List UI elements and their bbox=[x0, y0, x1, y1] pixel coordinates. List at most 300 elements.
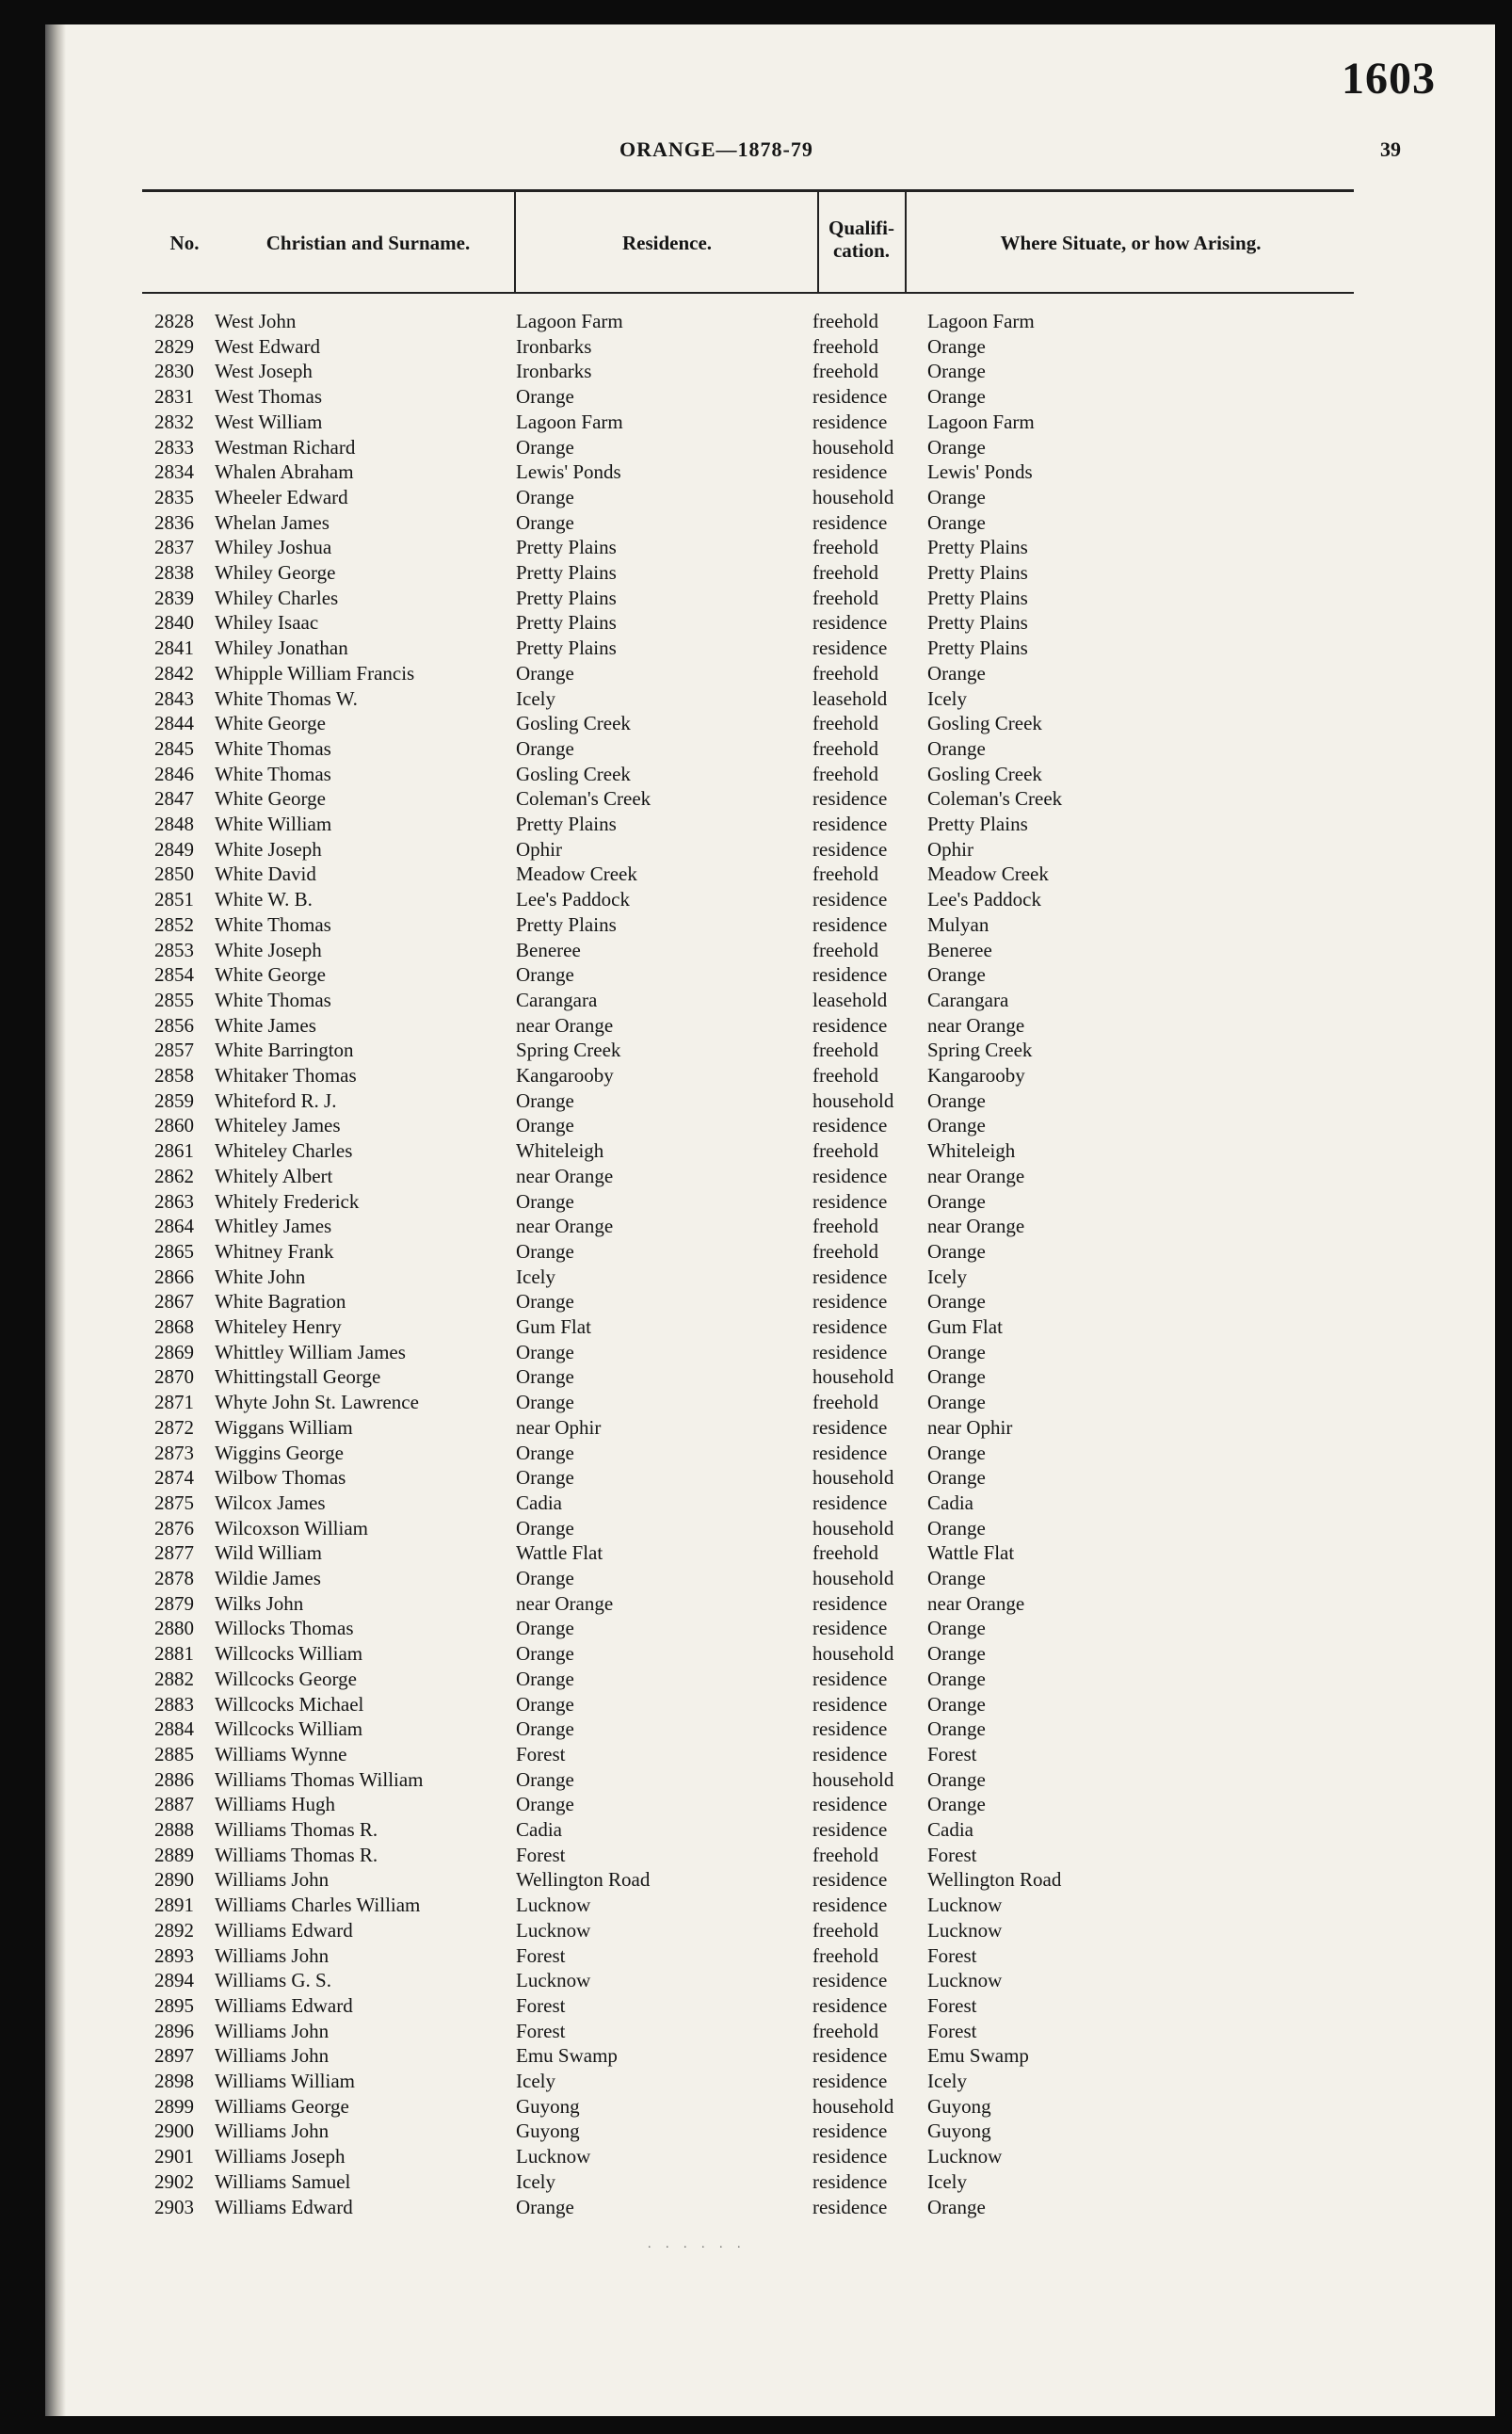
where-situate: Pretty Plains bbox=[927, 536, 1028, 559]
residence: Orange bbox=[516, 1717, 574, 1741]
qualification: residence bbox=[812, 2195, 888, 2218]
residence: near Orange bbox=[516, 1164, 614, 1187]
entry-number: 2830 bbox=[154, 360, 194, 383]
voter-name: Williams Thomas William bbox=[215, 1767, 424, 1791]
entry-number: 2879 bbox=[154, 1591, 194, 1615]
residence: Lagoon Farm bbox=[516, 310, 623, 332]
table-row bbox=[45, 636, 1495, 660]
voter-name: Williams Samuel bbox=[215, 2169, 351, 2193]
where-situate: Orange bbox=[927, 1617, 986, 1640]
voter-name: Willcocks Michael bbox=[215, 1692, 364, 1716]
voter-name: Whiley Charles bbox=[215, 586, 339, 609]
voter-name: Williams Joseph bbox=[215, 2145, 346, 2168]
qualification: freehold bbox=[812, 1843, 878, 1866]
where-situate: Forest bbox=[927, 1843, 977, 1866]
where-situate: Icely bbox=[927, 2169, 967, 2193]
where-situate: Lucknow bbox=[927, 1969, 1003, 1992]
voter-name: Whiley Isaac bbox=[215, 611, 319, 635]
table-row bbox=[45, 309, 1495, 333]
qualification: freehold bbox=[812, 1918, 878, 1942]
table-row bbox=[45, 1566, 1495, 1590]
voter-name: White Thomas bbox=[215, 988, 331, 1011]
qualification: residence bbox=[812, 963, 888, 987]
header-residence: Residence. bbox=[621, 232, 713, 254]
where-situate: Cadia bbox=[927, 1491, 973, 1514]
entry-number: 2871 bbox=[154, 1391, 194, 1414]
qualification: household bbox=[812, 1516, 894, 1539]
qualification: residence bbox=[812, 2070, 888, 2092]
residence: Ophir bbox=[516, 837, 562, 861]
residence: Orange bbox=[516, 1642, 574, 1666]
entry-number: 2865 bbox=[154, 1239, 194, 1263]
where-situate: near Orange bbox=[927, 1164, 1025, 1187]
voter-name: White Joseph bbox=[215, 837, 322, 861]
residence: Orange bbox=[516, 1516, 574, 1539]
voter-name: Westman Richard bbox=[215, 435, 356, 459]
entry-number: 2902 bbox=[154, 2169, 194, 2193]
table-row bbox=[45, 1013, 1495, 1038]
table-row bbox=[45, 1164, 1495, 1188]
residence: Lee's Paddock bbox=[516, 888, 630, 911]
residence: Orange bbox=[516, 1239, 574, 1263]
where-situate: Whiteleigh bbox=[927, 1139, 1016, 1163]
qualification: residence bbox=[812, 385, 888, 409]
residence: Lucknow bbox=[516, 1969, 591, 1992]
where-situate: Orange bbox=[927, 661, 986, 685]
entry-number: 2889 bbox=[154, 1843, 194, 1866]
residence: Icely bbox=[516, 686, 555, 710]
entry-number: 2840 bbox=[154, 611, 194, 635]
entry-number: 2877 bbox=[154, 1541, 194, 1565]
residence: Pretty Plains bbox=[516, 611, 617, 635]
folio-number: 39 bbox=[1380, 137, 1401, 161]
where-situate: Orange bbox=[927, 1365, 986, 1389]
table-row bbox=[45, 1943, 1495, 1968]
table-row bbox=[45, 1314, 1495, 1339]
entry-number: 2888 bbox=[154, 1818, 194, 1841]
where-situate: Forest bbox=[927, 2019, 977, 2042]
qualification: freehold bbox=[812, 2019, 878, 2042]
voter-name: Williams Charles William bbox=[215, 1894, 421, 1917]
residence: Coleman's Creek bbox=[516, 787, 651, 811]
entry-number: 2882 bbox=[154, 1667, 194, 1690]
voter-name: West John bbox=[215, 310, 297, 332]
voter-name: Whitely Frederick bbox=[215, 1189, 360, 1213]
qualification: freehold bbox=[812, 862, 878, 886]
table-row bbox=[45, 1441, 1495, 1465]
table-row bbox=[45, 1516, 1495, 1540]
entry-number: 2856 bbox=[154, 1013, 194, 1037]
where-situate: Orange bbox=[927, 1767, 986, 1791]
where-situate: Mulyan bbox=[927, 912, 989, 936]
table-row bbox=[45, 2069, 1495, 2093]
residence: Cadia bbox=[516, 1818, 562, 1841]
table-row bbox=[45, 962, 1495, 987]
where-situate: Lee's Paddock bbox=[927, 888, 1041, 911]
where-situate: Orange bbox=[927, 1516, 986, 1539]
voter-name: Whitley James bbox=[215, 1215, 332, 1238]
voter-name: Williams George bbox=[215, 2094, 349, 2118]
where-situate: Cadia bbox=[927, 1818, 973, 1841]
voter-name: Whitaker Thomas bbox=[215, 1064, 357, 1087]
where-situate: Orange bbox=[927, 1717, 986, 1741]
where-situate: Orange bbox=[927, 435, 986, 459]
entry-number: 2873 bbox=[154, 1441, 194, 1464]
table-row bbox=[45, 1867, 1495, 1892]
qualification: residence bbox=[812, 912, 888, 936]
voter-name: Whittingstall George bbox=[215, 1365, 381, 1389]
table-row bbox=[45, 862, 1495, 886]
qualification: freehold bbox=[812, 661, 878, 685]
where-situate: near Ophir bbox=[927, 1415, 1013, 1439]
entry-number: 2868 bbox=[154, 1315, 194, 1338]
qualification: freehold bbox=[812, 536, 878, 559]
entry-number: 2881 bbox=[154, 1642, 194, 1666]
table-row bbox=[45, 535, 1495, 559]
voter-name: White William bbox=[215, 813, 332, 835]
table-row bbox=[45, 938, 1495, 962]
entry-number: 2898 bbox=[154, 2070, 194, 2092]
residence: Orange bbox=[516, 661, 574, 685]
table-row bbox=[45, 912, 1495, 937]
qualification: residence bbox=[812, 2145, 888, 2168]
qualification: freehold bbox=[812, 1541, 878, 1565]
voter-name: West William bbox=[215, 410, 323, 433]
qualification: household bbox=[812, 1466, 894, 1490]
qualification: household bbox=[812, 485, 894, 508]
qualification: household bbox=[812, 1365, 894, 1389]
qualification: residence bbox=[812, 2169, 888, 2193]
entry-number: 2894 bbox=[154, 1969, 194, 1992]
qualification: residence bbox=[812, 2120, 888, 2143]
where-situate: Forest bbox=[927, 1742, 977, 1765]
voter-name: Williams John bbox=[215, 1943, 330, 1967]
qualification: residence bbox=[812, 1315, 888, 1338]
running-head: ORANGE—1878-79 bbox=[619, 137, 813, 161]
column-divider bbox=[817, 192, 819, 292]
where-situate: Orange bbox=[927, 2195, 986, 2218]
qualification: residence bbox=[812, 1290, 888, 1314]
where-situate: Orange bbox=[927, 1290, 986, 1314]
where-situate: Lucknow bbox=[927, 1894, 1003, 1917]
voter-name: Williams William bbox=[215, 2070, 355, 2092]
table-row bbox=[45, 1189, 1495, 1214]
table-row bbox=[45, 661, 1495, 685]
entry-number: 2844 bbox=[154, 712, 194, 735]
voter-name: Willcocks William bbox=[215, 1717, 363, 1741]
qualification: freehold bbox=[812, 762, 878, 785]
entry-number: 2846 bbox=[154, 762, 194, 785]
residence: Emu Swamp bbox=[516, 2044, 618, 2068]
where-situate: near Orange bbox=[927, 1013, 1025, 1037]
residence: Orange bbox=[516, 1441, 574, 1464]
entry-number: 2859 bbox=[154, 1088, 194, 1112]
voter-name: White Thomas bbox=[215, 736, 331, 760]
table-row bbox=[45, 1239, 1495, 1264]
residence: Wellington Road bbox=[516, 1868, 651, 1892]
entry-number: 2848 bbox=[154, 813, 194, 835]
voter-name: White George bbox=[215, 787, 326, 811]
where-situate: Icely bbox=[927, 2070, 967, 2092]
qualification: residence bbox=[812, 1265, 888, 1288]
where-situate: Forest bbox=[927, 1943, 977, 1967]
entry-number: 2884 bbox=[154, 1717, 194, 1741]
qualification: residence bbox=[812, 1868, 888, 1892]
voter-name: Williams Edward bbox=[215, 1993, 353, 2017]
table-header bbox=[142, 189, 1354, 294]
table-row bbox=[45, 2019, 1495, 2043]
voter-name: Williams John bbox=[215, 1868, 330, 1892]
where-situate: Coleman's Creek bbox=[927, 787, 1063, 811]
entry-number: 2887 bbox=[154, 1793, 194, 1816]
qualification: residence bbox=[812, 410, 888, 433]
table-row bbox=[45, 459, 1495, 484]
qualification: household bbox=[812, 1567, 894, 1589]
qualification: residence bbox=[812, 1692, 888, 1716]
qualification: residence bbox=[812, 1164, 888, 1187]
entry-number: 2845 bbox=[154, 736, 194, 760]
where-situate: Lucknow bbox=[927, 1918, 1003, 1942]
voter-name: Whipple William Francis bbox=[215, 661, 415, 685]
residence: Orange bbox=[516, 510, 574, 534]
qualification: leasehold bbox=[812, 686, 888, 710]
qualification: residence bbox=[812, 1415, 888, 1439]
residence: Lewis' Ponds bbox=[516, 460, 621, 484]
table-row bbox=[45, 2144, 1495, 2168]
qualification: residence bbox=[812, 1340, 888, 1363]
residence: Gosling Creek bbox=[516, 762, 631, 785]
residence: Lucknow bbox=[516, 1918, 591, 1942]
table-row bbox=[45, 1415, 1495, 1440]
entry-number: 2866 bbox=[154, 1265, 194, 1288]
footer-marks: . . . . . . bbox=[648, 2237, 747, 2251]
table-row bbox=[45, 2195, 1495, 2219]
voter-name: West Edward bbox=[215, 334, 321, 358]
voter-name: Wilbow Thomas bbox=[215, 1466, 346, 1490]
residence: Pretty Plains bbox=[516, 912, 617, 936]
voter-name: White Thomas bbox=[215, 912, 331, 936]
voter-name: Wilks John bbox=[215, 1591, 304, 1615]
residence: Orange bbox=[516, 736, 574, 760]
where-situate: Beneree bbox=[927, 938, 992, 961]
where-situate: Ophir bbox=[927, 837, 973, 861]
voter-name: White Bagration bbox=[215, 1290, 346, 1314]
voter-name: White Joseph bbox=[215, 938, 322, 961]
where-situate: Orange bbox=[927, 963, 986, 987]
table-row bbox=[45, 610, 1495, 635]
voter-name: Whiley George bbox=[215, 561, 336, 584]
voter-name: White David bbox=[215, 862, 316, 886]
residence: near Ophir bbox=[516, 1415, 602, 1439]
table-row bbox=[45, 1918, 1495, 1942]
table-row bbox=[45, 359, 1495, 383]
residence: Wattle Flat bbox=[516, 1541, 603, 1565]
entry-number: 2834 bbox=[154, 460, 194, 484]
where-situate: Orange bbox=[927, 485, 986, 508]
qualification: freehold bbox=[812, 1064, 878, 1087]
residence: Beneree bbox=[516, 938, 581, 961]
where-situate: Emu Swamp bbox=[927, 2044, 1029, 2068]
qualification: freehold bbox=[812, 1139, 878, 1163]
entry-number: 2847 bbox=[154, 787, 194, 811]
voter-name: Whiteford R. J. bbox=[215, 1088, 337, 1112]
where-situate: Icely bbox=[927, 686, 967, 710]
residence: Whiteleigh bbox=[516, 1139, 604, 1163]
qualification: household bbox=[812, 435, 894, 459]
voter-name: Wiggans William bbox=[215, 1415, 353, 1439]
entry-number: 2886 bbox=[154, 1767, 194, 1791]
entry-number: 2903 bbox=[154, 2195, 194, 2218]
table-row bbox=[45, 711, 1495, 735]
where-situate: Lewis' Ponds bbox=[927, 460, 1033, 484]
qualification: residence bbox=[812, 460, 888, 484]
qualification: freehold bbox=[812, 561, 878, 584]
header-qualification: Qualifi- cation. bbox=[828, 217, 894, 262]
where-situate: Orange bbox=[927, 1114, 986, 1137]
table-row bbox=[45, 1265, 1495, 1289]
voter-name: White Thomas bbox=[215, 762, 331, 785]
table-row bbox=[45, 2119, 1495, 2143]
entry-number: 2867 bbox=[154, 1290, 194, 1314]
column-divider bbox=[905, 192, 907, 292]
residence: Pretty Plains bbox=[516, 813, 617, 835]
qualification: leasehold bbox=[812, 988, 888, 1011]
voter-name: Wilcoxson William bbox=[215, 1516, 368, 1539]
entry-number: 2853 bbox=[154, 938, 194, 961]
residence: Icely bbox=[516, 1265, 555, 1288]
entry-number: 2860 bbox=[154, 1114, 194, 1137]
qualification: residence bbox=[812, 1717, 888, 1741]
voter-name: Whiteley Henry bbox=[215, 1315, 342, 1338]
table-row bbox=[45, 586, 1495, 610]
voter-name: Williams Edward bbox=[215, 1918, 353, 1942]
entry-number: 2885 bbox=[154, 1742, 194, 1765]
residence: Kangarooby bbox=[516, 1064, 614, 1087]
entry-number: 2863 bbox=[154, 1189, 194, 1213]
qualification: residence bbox=[812, 2044, 888, 2068]
table-row bbox=[45, 435, 1495, 459]
where-situate: Wellington Road bbox=[927, 1868, 1062, 1892]
entry-number: 2855 bbox=[154, 988, 194, 1011]
voter-name: Williams John bbox=[215, 2120, 330, 2143]
residence: Orange bbox=[516, 1365, 574, 1389]
qualification: freehold bbox=[812, 1039, 878, 1062]
voter-name: Wildie James bbox=[215, 1567, 321, 1589]
entry-number: 2829 bbox=[154, 334, 194, 358]
qualification: residence bbox=[812, 611, 888, 635]
qualification: residence bbox=[812, 837, 888, 861]
qualification: household bbox=[812, 1088, 894, 1112]
where-situate: near Orange bbox=[927, 1591, 1025, 1615]
table-row bbox=[45, 1289, 1495, 1314]
where-situate: Orange bbox=[927, 1340, 986, 1363]
table-row bbox=[45, 1340, 1495, 1364]
entry-number: 2862 bbox=[154, 1164, 194, 1187]
table-row bbox=[45, 686, 1495, 711]
voter-name: Whiley Joshua bbox=[215, 536, 332, 559]
where-situate: Orange bbox=[927, 1692, 986, 1716]
residence: Icely bbox=[516, 2070, 555, 2092]
where-situate: Pretty Plains bbox=[927, 813, 1028, 835]
table-row bbox=[45, 736, 1495, 761]
qualification: residence bbox=[812, 637, 888, 660]
table-row bbox=[45, 1893, 1495, 1917]
residence: Orange bbox=[516, 485, 574, 508]
residence: Lagoon Farm bbox=[516, 410, 623, 433]
entry-number: 2838 bbox=[154, 561, 194, 584]
voter-name: Wiggins George bbox=[215, 1441, 344, 1464]
where-situate: Orange bbox=[927, 510, 986, 534]
where-situate: Orange bbox=[927, 1391, 986, 1414]
qualification: residence bbox=[812, 1441, 888, 1464]
table-row bbox=[45, 1667, 1495, 1691]
voter-name: Williams Wynne bbox=[215, 1742, 347, 1765]
voter-name: Whiteley Charles bbox=[215, 1139, 353, 1163]
where-situate: Orange bbox=[927, 1793, 986, 1816]
where-situate: Meadow Creek bbox=[927, 862, 1049, 886]
table-row bbox=[45, 1616, 1495, 1640]
residence: Pretty Plains bbox=[516, 637, 617, 660]
residence: Orange bbox=[516, 2195, 574, 2218]
voter-name: Williams G. S. bbox=[215, 1969, 331, 1992]
table-row bbox=[45, 2094, 1495, 2119]
entry-number: 2895 bbox=[154, 1993, 194, 2017]
table-row bbox=[45, 1817, 1495, 1842]
where-situate: Gosling Creek bbox=[927, 762, 1042, 785]
entry-number: 2864 bbox=[154, 1215, 194, 1238]
entry-number: 2880 bbox=[154, 1617, 194, 1640]
residence: Orange bbox=[516, 1290, 574, 1314]
entry-number: 2872 bbox=[154, 1415, 194, 1439]
voter-name: Wild William bbox=[215, 1541, 322, 1565]
voter-name: Wheeler Edward bbox=[215, 485, 348, 508]
column-divider bbox=[514, 192, 516, 292]
where-situate: Orange bbox=[927, 1567, 986, 1589]
residence: Orange bbox=[516, 1088, 574, 1112]
voter-name: White Barrington bbox=[215, 1039, 354, 1062]
residence: near Orange bbox=[516, 1013, 614, 1037]
entry-number: 2875 bbox=[154, 1491, 194, 1514]
qualification: residence bbox=[812, 1742, 888, 1765]
header-where: Where Situate, or how Arising. bbox=[1000, 232, 1262, 254]
table-row bbox=[45, 1792, 1495, 1816]
entry-number: 2896 bbox=[154, 2019, 194, 2042]
residence: Ironbarks bbox=[516, 360, 592, 383]
table-row bbox=[45, 2169, 1495, 2194]
table-row bbox=[45, 410, 1495, 434]
voter-name: Willocks Thomas bbox=[215, 1617, 354, 1640]
where-situate: Guyong bbox=[927, 2094, 991, 2118]
residence: Lucknow bbox=[516, 2145, 591, 2168]
where-situate: Orange bbox=[927, 385, 986, 409]
residence: Forest bbox=[516, 1943, 566, 1967]
residence: Orange bbox=[516, 435, 574, 459]
voter-name: West Thomas bbox=[215, 385, 322, 409]
table-row bbox=[45, 1717, 1495, 1741]
where-situate: Lucknow bbox=[927, 2145, 1003, 2168]
qualification: freehold bbox=[812, 1239, 878, 1263]
where-situate: Pretty Plains bbox=[927, 637, 1028, 660]
table-row bbox=[45, 988, 1495, 1012]
entry-number: 2842 bbox=[154, 661, 194, 685]
table-row bbox=[45, 812, 1495, 836]
residence: near Orange bbox=[516, 1215, 614, 1238]
where-situate: Orange bbox=[927, 360, 986, 383]
where-situate: Forest bbox=[927, 1993, 977, 2017]
residence: Icely bbox=[516, 2169, 555, 2193]
voter-name: Whiteley James bbox=[215, 1114, 341, 1137]
table-row bbox=[45, 334, 1495, 359]
